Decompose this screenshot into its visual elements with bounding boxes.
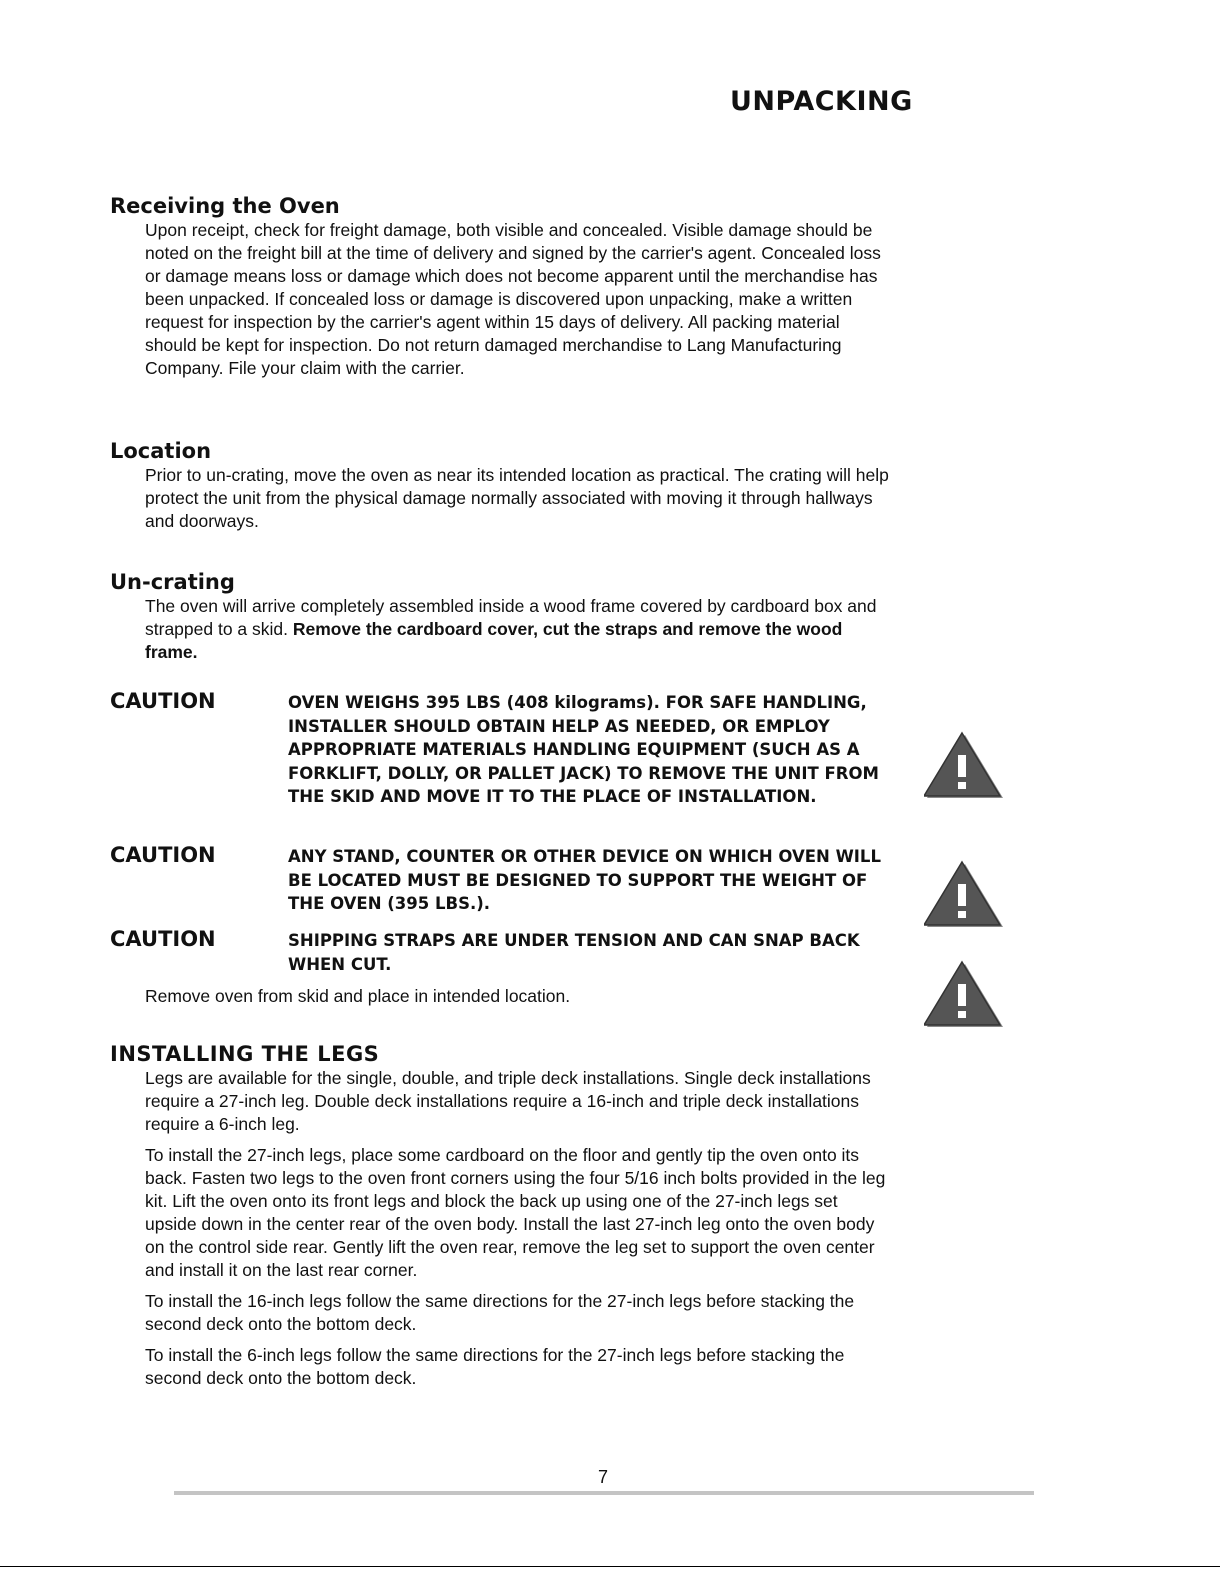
section-body xyxy=(145,1067,890,1390)
caution-text: SHIPPING STRAPS ARE UNDER TENSION AND CAN SNAP BACK WHEN CUT. xyxy=(288,931,860,974)
section-body: Upon receipt, check for freight damage, both visible and concealed. Visible damage should be noted on the freight bill at the time of delivery and signed by the carrier's agent. Concealed loss or damage means loss or damage which does not become apparent until the merchandise has been unpacked. If concealed loss or damage is discovered upon unpacking, make a written request for inspection by the carrier's agent within 15 days of delivery. All packing material should be kept for inspection. Do not return damaged merchandise to Lang Manufacturing Company. File your claim with the carrier. xyxy=(145,220,881,378)
caution-text: ANY STAND, COUNTER OR OTHER DEVICE ON WHICH OVEN WILL BE LOCATED MUST BE DESIGNED TO SUPPORT THE WEIGHT OF THE OVEN (395 LBS.). xyxy=(288,847,881,913)
legs-paragraph: Legs are available for the single, double, and triple deck installations. Single deck installations require a 27-inch leg. Double deck installations require a 16-inch and triple deck installations require a 6-inch leg. xyxy=(145,1068,871,1134)
uncrating-instruction: Remove the cardboard cover, cut the straps and remove the wood frame. xyxy=(145,619,843,662)
section-receiving xyxy=(110,193,910,380)
legs-paragraph: To install the 6-inch legs follow the same directions for the 27-inch legs before stacking the second deck onto the bottom deck. xyxy=(145,1345,845,1388)
section-uncrating xyxy=(110,569,910,664)
warning-triangle-icon xyxy=(924,960,1006,1030)
caution-label: CAUTION xyxy=(110,927,216,951)
caution-label: CAUTION xyxy=(110,689,216,713)
section-heading: Receiving the Oven xyxy=(110,194,340,218)
page-edge-divider xyxy=(0,1566,1220,1567)
page-title: UNPACKING xyxy=(730,86,913,117)
section-installing-legs xyxy=(110,1041,910,1398)
warning-triangle-icon xyxy=(924,731,1006,801)
section-body: Prior to un-crating, move the oven as near its intended location as practical. The crating will help protect the unit from the physical damage normally associated with moving it through hallways and doorways. xyxy=(145,465,889,531)
legs-paragraph: To install the 27-inch legs, place some cardboard on the floor and gently tip the oven onto its back. Fasten two legs to the oven front corners using the four 5/16 inch bolts provided in the leg kit. Lift the oven onto its front legs and block the back up using one of the 27-inch legs set upside down in the center rear of the oven body. Install the last 27-inch leg onto the oven body on the control side rear. Gently lift the oven rear, remove the leg set to support the oven center and install it on the last rear corner. xyxy=(145,1145,886,1280)
remove-oven-instruction: Remove oven from skid and place in intended location. xyxy=(145,986,571,1006)
section-heading: Un-crating xyxy=(110,570,235,594)
footer-divider xyxy=(174,1491,1034,1495)
uncrating-text: The oven will arrive completely assembled inside a wood frame covered by cardboard box and strapped to a skid. xyxy=(145,596,877,639)
warning-triangle-icon xyxy=(924,860,1006,930)
caution-label: CAUTION xyxy=(110,843,216,867)
legs-paragraph: To install the 16-inch legs follow the same directions for the 27-inch legs before stacking the second deck onto the bottom deck. xyxy=(145,1291,855,1334)
section-heading: INSTALLING THE LEGS xyxy=(110,1042,380,1066)
section-heading: Location xyxy=(110,439,212,463)
section-location xyxy=(110,438,910,533)
section-body xyxy=(145,595,890,664)
page-number: 7 xyxy=(598,1467,609,1487)
caution-text: OVEN WEIGHS 395 LBS (408 kilograms). FOR SAFE HANDLING, INSTALLER SHOULD OBTAIN HELP AS NEEDED, OR EMPLOY APPROPRIATE MATERIALS HANDLING EQUIPMENT (SUCH AS A FORKLIFT, DOLLY, OR PALLET JACK) TO REMOVE THE UNIT FROM THE SKID AND MOVE IT TO THE PLACE OF INSTALLATION. xyxy=(288,693,879,806)
